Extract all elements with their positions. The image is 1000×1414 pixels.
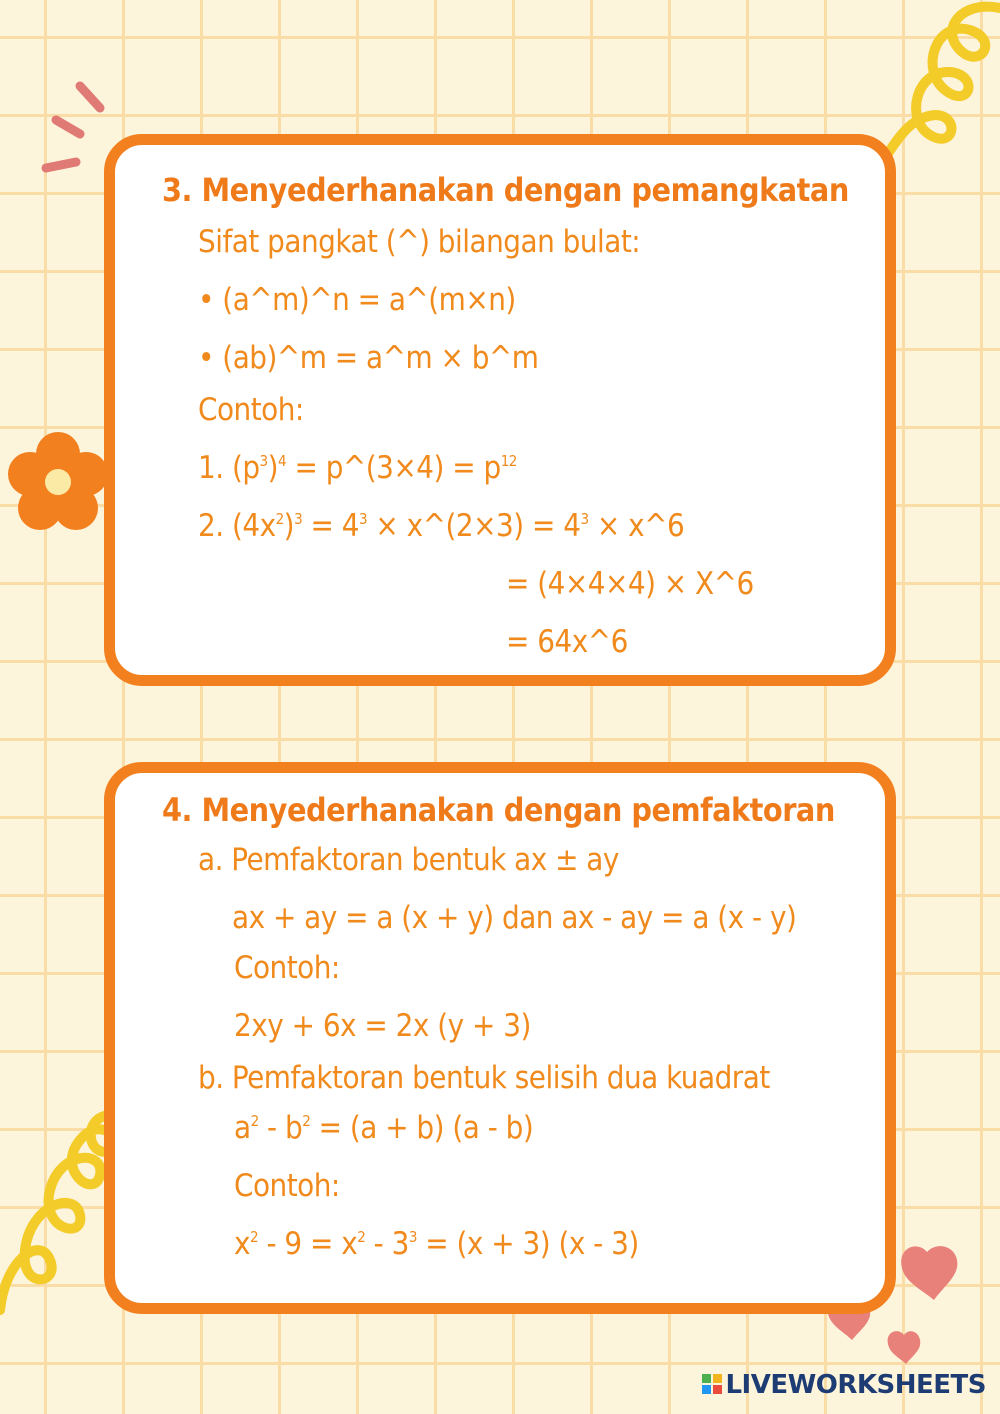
section-4b-formula: $a^2 - b^2 = (a + b)$ (a - b) bbox=[234, 1110, 534, 1146]
section-3-heading: 3. Menyederhanakan dengan pemangkatan bbox=[162, 171, 849, 209]
section-4b-example: $x^2 - 9 = x^2 - 3^3 = (x + 3)$ (x - 3) bbox=[234, 1226, 639, 1262]
section-3-rule-1: • (a^m)^n = a^(m×n) bbox=[198, 282, 516, 318]
section-4a-example-label: Contoh: bbox=[234, 950, 340, 986]
flower-icon bbox=[8, 432, 108, 532]
section-3-rule-2: • (ab)^m = a^m × b^m bbox=[198, 340, 539, 376]
section-3-example-label: Contoh: bbox=[198, 392, 304, 428]
liveworksheets-logo-icon bbox=[701, 1373, 723, 1395]
section-4a-formula: ax + ay = a (x + y) dan ax - ay = a (x - y) bbox=[232, 900, 797, 936]
section-3-example-2-step-2: = (4×4×4) × X^6 bbox=[506, 566, 754, 602]
section-3-example-2-step-3: = 64x^6 bbox=[506, 624, 628, 660]
liveworksheets-brand-text: LIVEWORKSHEETS bbox=[725, 1370, 986, 1400]
liveworksheets-brand bbox=[701, 1370, 986, 1400]
section-4b-example-label: Contoh: bbox=[234, 1168, 340, 1204]
section-3-example-1: 1. $(p^3)^4$ = p^(3×4) = $p^{12}$ bbox=[198, 450, 517, 486]
section-3-intro: Sifat pangkat (^) bilangan bulat: bbox=[198, 224, 641, 260]
section-3-example-2: 2. $(4x^2)^3 = 4^3$ × x^(2×3) = $4^3$ × x^6 bbox=[198, 508, 685, 544]
section-4b-title: b. Pemfaktoran bentuk selisih dua kuadrat bbox=[198, 1060, 770, 1096]
section-4a-title: a. Pemfaktoran bentuk ax ± ay bbox=[198, 842, 619, 878]
section-4-heading: 4. Menyederhanakan dengan pemfaktoran bbox=[162, 791, 835, 829]
section-4a-example: 2xy + 6x = 2x (y + 3) bbox=[234, 1008, 531, 1044]
